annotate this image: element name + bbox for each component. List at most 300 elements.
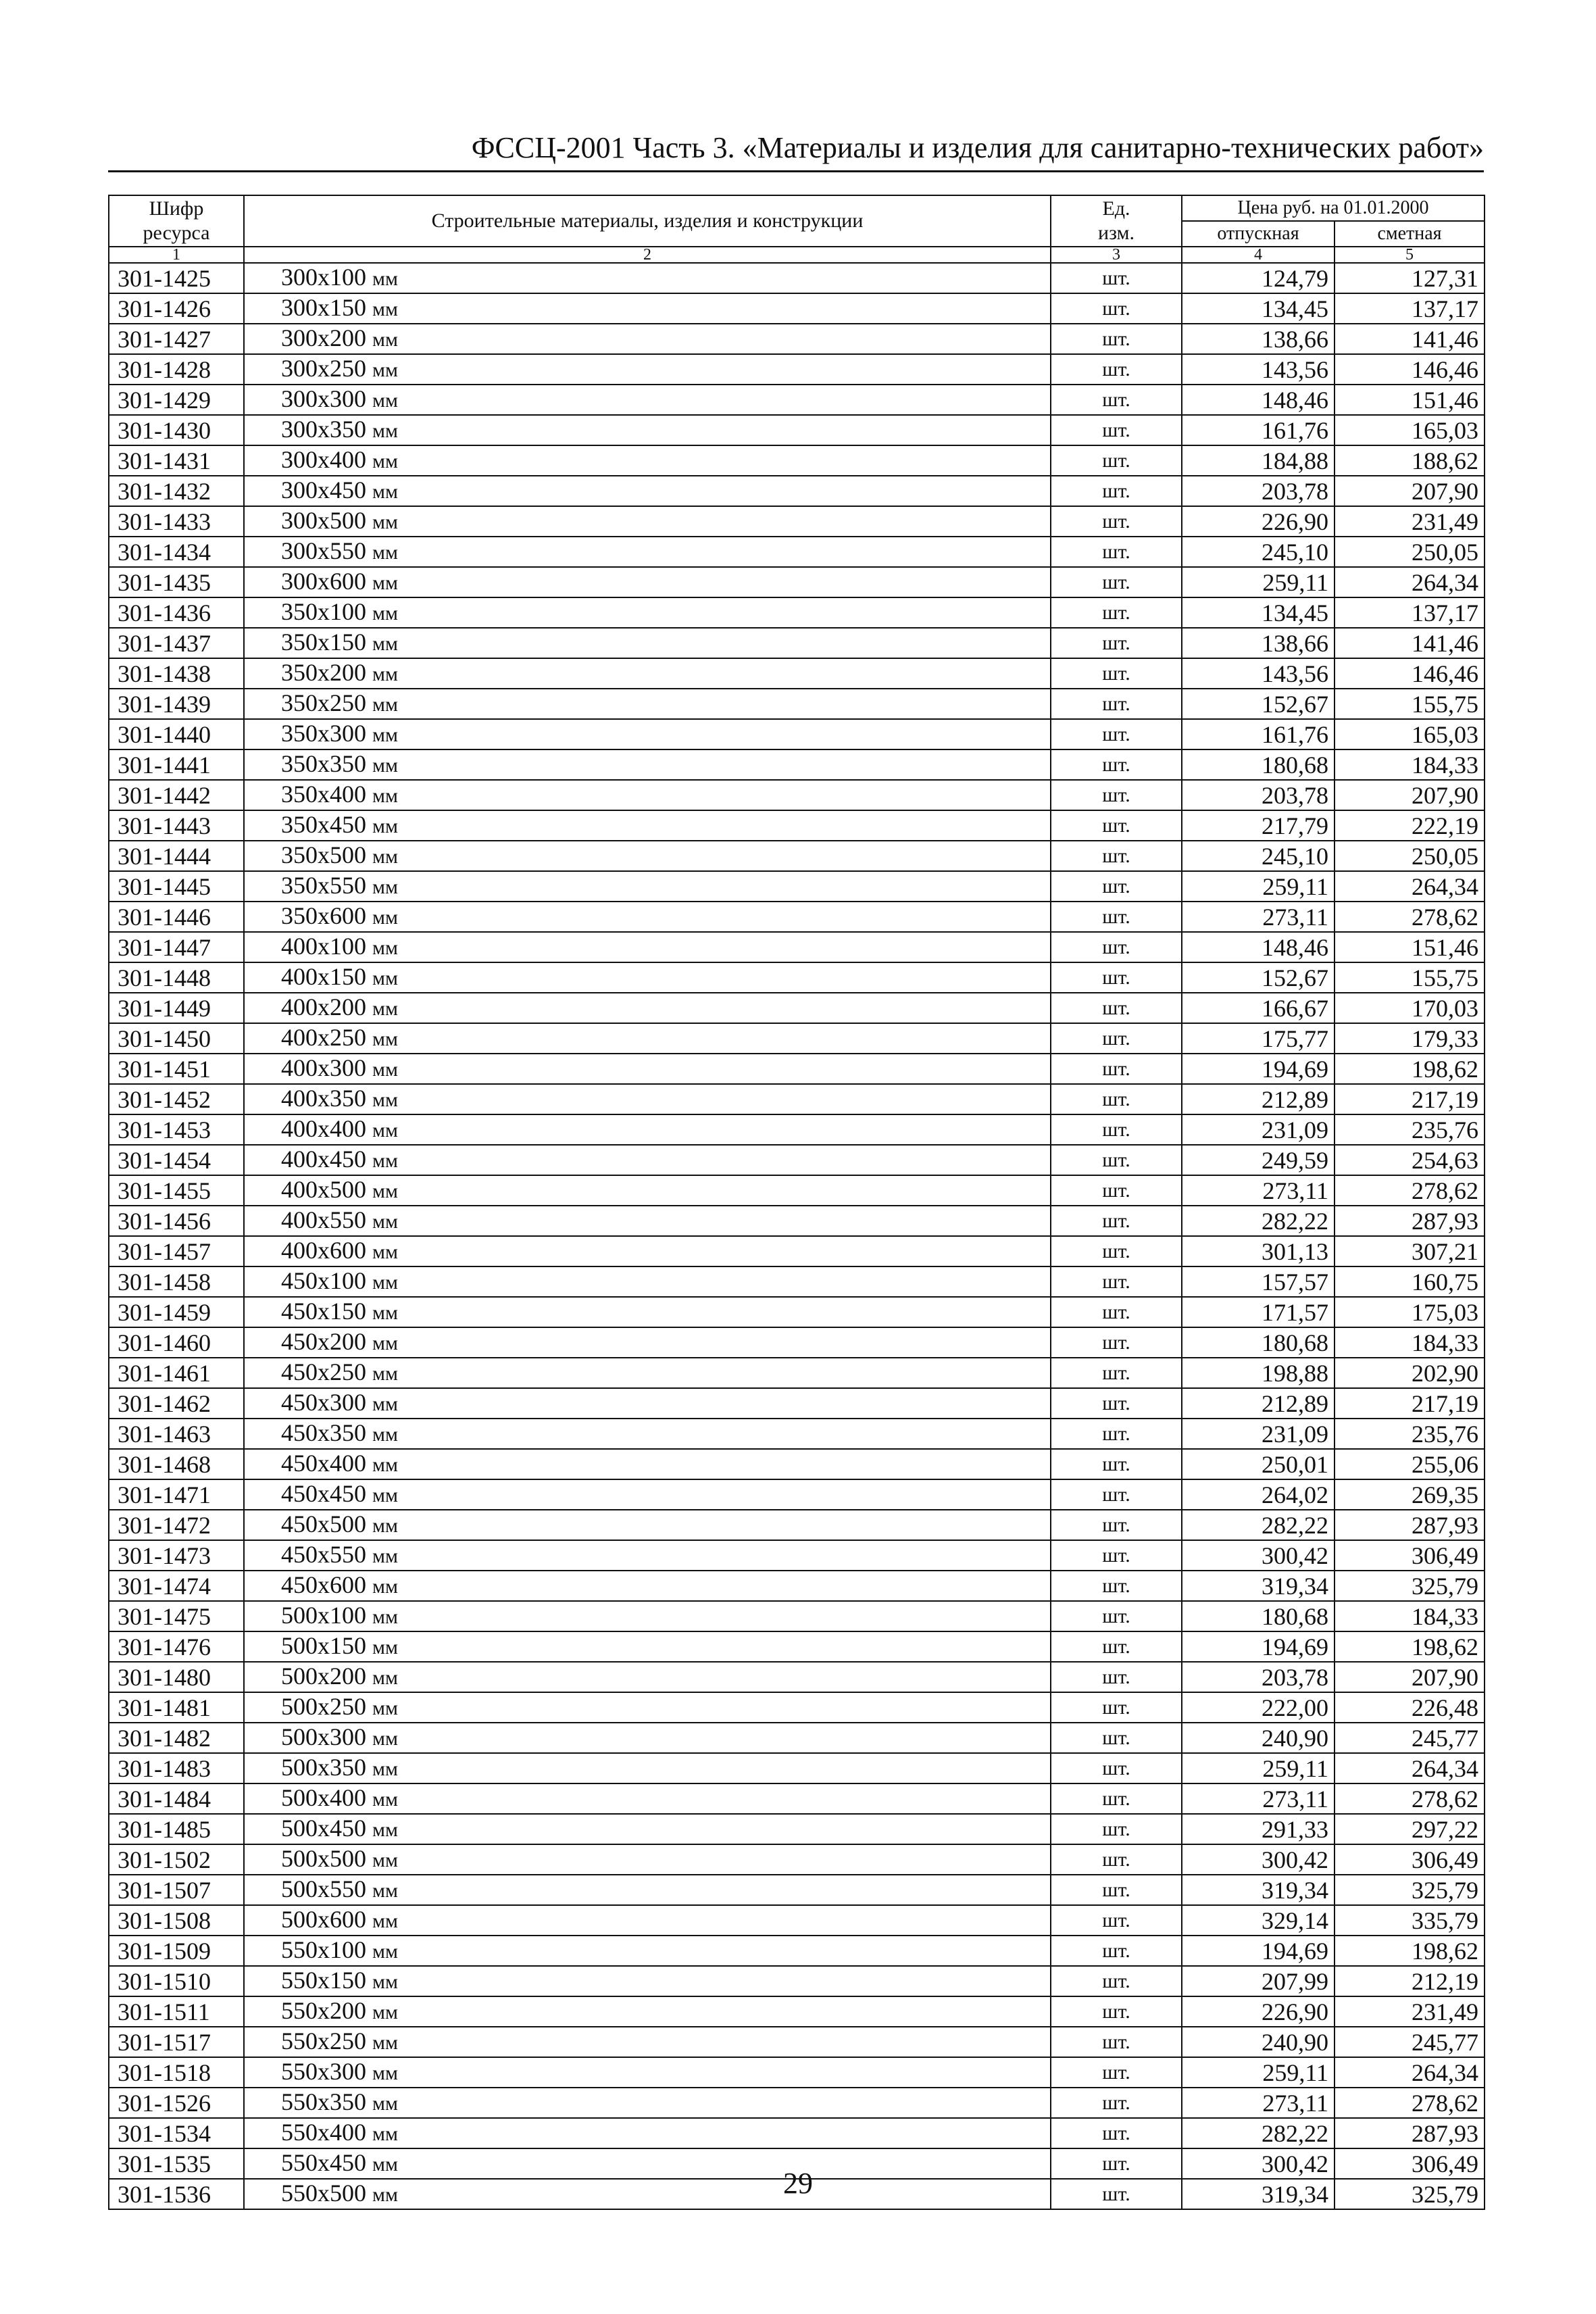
resource-code: 301-1482	[109, 1723, 244, 1753]
release-price: 319,34	[1182, 1875, 1335, 1905]
table-row	[109, 1571, 1485, 1601]
material-size-unit: мм	[372, 1302, 398, 1324]
material-size: 500х150	[281, 1632, 366, 1659]
table-row	[109, 537, 1485, 567]
material-size: 500х200	[281, 1663, 366, 1690]
material-name	[244, 932, 1051, 962]
resource-code: 301-1485	[109, 1814, 244, 1844]
unit-of-measure: шт.	[1051, 385, 1182, 415]
material-size-unit: мм	[372, 2184, 398, 2206]
release-price: 152,67	[1182, 689, 1335, 719]
estimate-price: 217,19	[1335, 1388, 1485, 1419]
table-row	[109, 1936, 1485, 1966]
release-price: 143,56	[1182, 354, 1335, 385]
column-number: 2	[244, 247, 1051, 263]
unit-of-measure: шт.	[1051, 780, 1182, 810]
unit-of-measure: шт.	[1051, 871, 1182, 902]
material-size-unit: мм	[372, 1393, 398, 1415]
estimate-price: 141,46	[1335, 628, 1485, 658]
material-name	[244, 1601, 1051, 1631]
resource-code: 301-1457	[109, 1236, 244, 1266]
material-name	[244, 1783, 1051, 1814]
estimate-price: 325,79	[1335, 2179, 1485, 2209]
estimate-price: 137,17	[1335, 293, 1485, 324]
unit-of-measure: шт.	[1051, 354, 1182, 385]
material-name	[244, 1449, 1051, 1479]
material-size: 450х400	[281, 1450, 366, 1477]
table-row	[109, 1814, 1485, 1844]
unit-of-measure: шт.	[1051, 1358, 1182, 1388]
release-price: 152,67	[1182, 962, 1335, 993]
material-size: 550х250	[281, 2027, 366, 2054]
estimate-price: 307,21	[1335, 1236, 1485, 1266]
estimate-price: 222,19	[1335, 810, 1485, 841]
resource-code: 301-1459	[109, 1297, 244, 1327]
resource-code: 301-1446	[109, 902, 244, 932]
resource-code: 301-1455	[109, 1175, 244, 1206]
resource-code: 301-1439	[109, 689, 244, 719]
material-size-unit: мм	[372, 2123, 398, 2145]
unit-of-measure: шт.	[1051, 1783, 1182, 1814]
table-row	[109, 1419, 1485, 1449]
table-row	[109, 1905, 1485, 1936]
estimate-price: 269,35	[1335, 1479, 1485, 1510]
material-name	[244, 1510, 1051, 1540]
material-size-unit: мм	[372, 572, 398, 594]
unit-of-measure: шт.	[1051, 1206, 1182, 1236]
table-row	[109, 1358, 1485, 1388]
unit-of-measure: шт.	[1051, 810, 1182, 841]
material-size-unit: мм	[372, 1575, 398, 1598]
material-size-unit: мм	[372, 389, 398, 412]
resource-code: 301-1435	[109, 567, 244, 597]
material-size-unit: мм	[372, 1879, 398, 1902]
unit-of-measure: шт.	[1051, 2088, 1182, 2118]
estimate-price: 297,22	[1335, 1814, 1485, 1844]
unit-of-measure: шт.	[1051, 1419, 1182, 1449]
resource-code: 301-1473	[109, 1540, 244, 1571]
material-size-unit: мм	[372, 1332, 398, 1354]
resource-code: 301-1534	[109, 2118, 244, 2148]
material-size-unit: мм	[372, 845, 398, 868]
material-size: 350х600	[281, 902, 366, 929]
material-size-unit: мм	[372, 2001, 398, 2023]
table-row	[109, 2088, 1485, 2118]
estimate-price: 184,33	[1335, 1601, 1485, 1631]
table-row	[109, 597, 1485, 628]
material-size-unit: мм	[372, 1028, 398, 1050]
material-size-unit: мм	[372, 906, 398, 929]
estimate-price: 325,79	[1335, 1571, 1485, 1601]
material-name	[244, 1023, 1051, 1054]
column-header-price-estimate: сметная	[1335, 221, 1485, 247]
table-row	[109, 1327, 1485, 1358]
table-row	[109, 567, 1485, 597]
unit-of-measure: шт.	[1051, 2027, 1182, 2057]
material-size-unit: мм	[372, 1515, 398, 1537]
estimate-price: 160,75	[1335, 1266, 1485, 1297]
material-size: 350х150	[281, 629, 366, 656]
estimate-price: 141,46	[1335, 324, 1485, 354]
material-size: 400х600	[281, 1237, 366, 1264]
table-row	[109, 1662, 1485, 1692]
material-size-unit: мм	[372, 602, 398, 624]
unit-of-measure: шт.	[1051, 506, 1182, 537]
material-size-unit: мм	[372, 815, 398, 837]
resource-code: 301-1429	[109, 385, 244, 415]
table-row	[109, 1114, 1485, 1145]
estimate-price: 155,75	[1335, 962, 1485, 993]
unit-of-measure: шт.	[1051, 932, 1182, 962]
material-size: 400х450	[281, 1146, 366, 1173]
resource-code: 301-1463	[109, 1419, 244, 1449]
material-name	[244, 354, 1051, 385]
estimate-price: 202,90	[1335, 1358, 1485, 1388]
estimate-price: 146,46	[1335, 354, 1485, 385]
unit-of-measure: шт.	[1051, 1175, 1182, 1206]
estimate-price: 235,76	[1335, 1419, 1485, 1449]
material-size-unit: мм	[372, 2092, 398, 2115]
material-size: 300х400	[281, 446, 366, 473]
material-size-unit: мм	[372, 663, 398, 685]
material-name	[244, 1753, 1051, 1783]
unit-of-measure: шт.	[1051, 2179, 1182, 2209]
material-size: 300х550	[281, 537, 366, 564]
table-row	[109, 1692, 1485, 1723]
release-price: 143,56	[1182, 658, 1335, 689]
release-price: 194,69	[1182, 1936, 1335, 1966]
resource-code: 301-1471	[109, 1479, 244, 1510]
unit-of-measure: шт.	[1051, 993, 1182, 1023]
material-size-unit: мм	[372, 1362, 398, 1385]
material-size-unit: мм	[372, 1119, 398, 1141]
release-price: 273,11	[1182, 1175, 1335, 1206]
material-name	[244, 841, 1051, 871]
material-size: 450х250	[281, 1358, 366, 1385]
release-price: 198,88	[1182, 1358, 1335, 1388]
material-size: 450х600	[281, 1571, 366, 1598]
release-price: 259,11	[1182, 2057, 1335, 2088]
material-size-unit: мм	[372, 541, 398, 564]
material-name	[244, 719, 1051, 749]
resource-code: 301-1536	[109, 2179, 244, 2209]
material-name	[244, 689, 1051, 719]
material-size: 550х350	[281, 2088, 366, 2115]
table-row	[109, 1054, 1485, 1084]
material-name	[244, 1327, 1051, 1358]
material-name	[244, 1540, 1051, 1571]
material-name	[244, 1966, 1051, 1996]
material-name	[244, 506, 1051, 537]
unit-of-measure: шт.	[1051, 1236, 1182, 1266]
resource-code: 301-1427	[109, 324, 244, 354]
resource-code: 301-1437	[109, 628, 244, 658]
resource-code: 301-1458	[109, 1266, 244, 1297]
material-size: 550х450	[281, 2149, 366, 2176]
estimate-price: 151,46	[1335, 932, 1485, 962]
material-size: 400х300	[281, 1054, 366, 1081]
release-price: 203,78	[1182, 1662, 1335, 1692]
material-size-unit: мм	[372, 1819, 398, 1841]
resource-code: 301-1438	[109, 658, 244, 689]
estimate-price: 198,62	[1335, 1936, 1485, 1966]
material-name	[244, 1175, 1051, 1206]
table-row	[109, 1601, 1485, 1631]
unit-of-measure: шт.	[1051, 1723, 1182, 1753]
material-size: 550х500	[281, 2180, 366, 2207]
release-price: 138,66	[1182, 324, 1335, 354]
material-size-unit: мм	[372, 2153, 398, 2175]
material-size-unit: мм	[372, 1058, 398, 1081]
resource-code: 301-1451	[109, 1054, 244, 1084]
table-row	[109, 1145, 1485, 1175]
material-size-unit: мм	[372, 937, 398, 959]
table-row	[109, 658, 1485, 689]
estimate-price: 278,62	[1335, 2088, 1485, 2118]
estimate-price: 165,03	[1335, 719, 1485, 749]
unit-of-measure: шт.	[1051, 1145, 1182, 1175]
column-number: 5	[1335, 247, 1485, 263]
material-name	[244, 1419, 1051, 1449]
material-size: 300х200	[281, 324, 366, 351]
material-size: 450х300	[281, 1389, 366, 1416]
estimate-price: 335,79	[1335, 1905, 1485, 1936]
unit-of-measure: шт.	[1051, 749, 1182, 780]
release-price: 157,57	[1182, 1266, 1335, 1297]
material-size: 500х250	[281, 1693, 366, 1720]
resource-code: 301-1483	[109, 1753, 244, 1783]
resource-code: 301-1472	[109, 1510, 244, 1540]
material-size-unit: мм	[372, 1636, 398, 1658]
material-size: 350х200	[281, 659, 366, 686]
table-row	[109, 1236, 1485, 1266]
material-size-unit: мм	[372, 1667, 398, 1689]
table-row	[109, 902, 1485, 932]
unit-of-measure: шт.	[1051, 1692, 1182, 1723]
material-size-unit: мм	[372, 1241, 398, 1263]
release-price: 203,78	[1182, 476, 1335, 506]
release-price: 207,99	[1182, 1966, 1335, 1996]
material-size: 350х300	[281, 720, 366, 747]
table-row	[109, 689, 1485, 719]
resource-code: 301-1453	[109, 1114, 244, 1145]
estimate-price: 127,31	[1335, 263, 1485, 293]
material-size: 450х200	[281, 1328, 366, 1355]
material-size: 450х500	[281, 1510, 366, 1537]
material-name	[244, 1297, 1051, 1327]
material-size-unit: мм	[372, 998, 398, 1020]
page-number: 29	[783, 2167, 813, 2200]
material-size: 400х100	[281, 933, 366, 960]
unit-of-measure: шт.	[1051, 1114, 1182, 1145]
material-name	[244, 628, 1051, 658]
column-header-price-release: отпускная	[1182, 221, 1335, 247]
material-size-unit: мм	[372, 1180, 398, 1202]
release-price: 161,76	[1182, 415, 1335, 445]
material-name	[244, 1358, 1051, 1388]
unit-of-measure: шт.	[1051, 841, 1182, 871]
release-price: 329,14	[1182, 1905, 1335, 1936]
estimate-price: 184,33	[1335, 1327, 1485, 1358]
release-price: 161,76	[1182, 719, 1335, 749]
release-price: 264,02	[1182, 1479, 1335, 1510]
column-header-code: Шифр ресурса	[109, 195, 244, 247]
table-row	[109, 1388, 1485, 1419]
material-name	[244, 2027, 1051, 2057]
resource-code: 301-1509	[109, 1936, 244, 1966]
resource-code: 301-1518	[109, 2057, 244, 2088]
material-size: 500х400	[281, 1784, 366, 1811]
unit-of-measure: шт.	[1051, 1662, 1182, 1692]
estimate-price: 188,62	[1335, 445, 1485, 476]
resource-code: 301-1456	[109, 1206, 244, 1236]
header-rule	[108, 170, 1484, 172]
resource-code: 301-1430	[109, 415, 244, 445]
material-size-unit: мм	[372, 1971, 398, 1993]
material-size-unit: мм	[372, 1210, 398, 1233]
release-price: 300,42	[1182, 2148, 1335, 2179]
table-row	[109, 263, 1485, 293]
material-size-unit: мм	[372, 1727, 398, 1750]
material-name	[244, 293, 1051, 324]
material-size-unit: мм	[372, 1940, 398, 1963]
material-name	[244, 445, 1051, 476]
resource-code: 301-1474	[109, 1571, 244, 1601]
table-row	[109, 749, 1485, 780]
estimate-price: 278,62	[1335, 1175, 1485, 1206]
resource-code: 301-1434	[109, 537, 244, 567]
estimate-price: 235,76	[1335, 1114, 1485, 1145]
material-name	[244, 324, 1051, 354]
unit-of-measure: шт.	[1051, 1510, 1182, 1540]
table-row	[109, 354, 1485, 385]
resource-code: 301-1475	[109, 1601, 244, 1631]
column-header-price-group: Цена руб. на 01.01.2000	[1182, 195, 1485, 221]
unit-of-measure: шт.	[1051, 1936, 1182, 1966]
estimate-price: 325,79	[1335, 1875, 1485, 1905]
unit-of-measure: шт.	[1051, 1297, 1182, 1327]
material-name	[244, 1114, 1051, 1145]
material-size: 550х300	[281, 2058, 366, 2085]
material-name	[244, 1145, 1051, 1175]
material-name	[244, 1814, 1051, 1844]
unit-of-measure: шт.	[1051, 1966, 1182, 1996]
table-row	[109, 506, 1485, 537]
resource-code: 301-1452	[109, 1084, 244, 1114]
material-name	[244, 810, 1051, 841]
material-size-unit: мм	[372, 1758, 398, 1780]
material-name	[244, 1844, 1051, 1875]
unit-of-measure: шт.	[1051, 1449, 1182, 1479]
table-row	[109, 1449, 1485, 1479]
unit-of-measure: шт.	[1051, 658, 1182, 689]
column-number-row	[109, 247, 1485, 263]
material-size-unit: мм	[372, 420, 398, 442]
material-size-unit: мм	[372, 785, 398, 807]
release-price: 319,34	[1182, 2179, 1335, 2209]
release-price: 148,46	[1182, 385, 1335, 415]
unit-of-measure: шт.	[1051, 2148, 1182, 2179]
table-row	[109, 1540, 1485, 1571]
release-price: 180,68	[1182, 1601, 1335, 1631]
material-size-unit: мм	[372, 481, 398, 503]
material-size: 450х550	[281, 1541, 366, 1568]
unit-of-measure: шт.	[1051, 597, 1182, 628]
unit-of-measure: шт.	[1051, 628, 1182, 658]
material-name	[244, 415, 1051, 445]
resource-code: 301-1442	[109, 780, 244, 810]
unit-of-measure: шт.	[1051, 1266, 1182, 1297]
resource-code: 301-1484	[109, 1783, 244, 1814]
material-size-unit: мм	[372, 724, 398, 746]
resource-code: 301-1511	[109, 1996, 244, 2027]
unit-of-measure: шт.	[1051, 902, 1182, 932]
estimate-price: 184,33	[1335, 749, 1485, 780]
estimate-price: 245,77	[1335, 1723, 1485, 1753]
material-size-unit: мм	[372, 450, 398, 472]
resource-code: 301-1535	[109, 2148, 244, 2179]
table-body	[109, 263, 1485, 2209]
table-row	[109, 2118, 1485, 2148]
material-name	[244, 597, 1051, 628]
material-size: 550х150	[281, 1967, 366, 1994]
material-name	[244, 902, 1051, 932]
release-price: 226,90	[1182, 506, 1335, 537]
material-name	[244, 1266, 1051, 1297]
estimate-price: 231,49	[1335, 506, 1485, 537]
estimate-price: 287,93	[1335, 1206, 1485, 1236]
material-size-unit: мм	[372, 298, 398, 320]
unit-of-measure: шт.	[1051, 263, 1182, 293]
estimate-price: 306,49	[1335, 1844, 1485, 1875]
unit-of-measure: шт.	[1051, 1388, 1182, 1419]
table-row	[109, 841, 1485, 871]
release-price: 212,89	[1182, 1084, 1335, 1114]
material-name	[244, 2118, 1051, 2148]
material-size-unit: мм	[372, 1454, 398, 1476]
material-name	[244, 263, 1051, 293]
table-row	[109, 1297, 1485, 1327]
material-size: 450х350	[281, 1419, 366, 1446]
column-header-name: Строительные материалы, изделия и конструкции	[244, 195, 1051, 247]
table-row	[109, 810, 1485, 841]
estimate-price: 264,34	[1335, 1753, 1485, 1783]
resource-code: 301-1447	[109, 932, 244, 962]
material-name	[244, 1723, 1051, 1753]
estimate-price: 175,03	[1335, 1297, 1485, 1327]
release-price: 282,22	[1182, 1206, 1335, 1236]
release-price: 180,68	[1182, 1327, 1335, 1358]
unit-of-measure: шт.	[1051, 719, 1182, 749]
release-price: 231,09	[1182, 1419, 1335, 1449]
material-name	[244, 749, 1051, 780]
estimate-price: 226,48	[1335, 1692, 1485, 1723]
estimate-price: 165,03	[1335, 415, 1485, 445]
table-row	[109, 993, 1485, 1023]
material-name	[244, 1996, 1051, 2027]
table-row	[109, 1996, 1485, 2027]
material-size-unit: мм	[372, 2032, 398, 2054]
material-size: 550х100	[281, 1936, 366, 1963]
unit-of-measure: шт.	[1051, 1054, 1182, 1084]
material-size: 300х600	[281, 568, 366, 595]
unit-of-measure: шт.	[1051, 1875, 1182, 1905]
release-price: 259,11	[1182, 567, 1335, 597]
material-size: 500х100	[281, 1602, 366, 1629]
resource-code: 301-1440	[109, 719, 244, 749]
material-name	[244, 1054, 1051, 1084]
estimate-price: 264,34	[1335, 567, 1485, 597]
